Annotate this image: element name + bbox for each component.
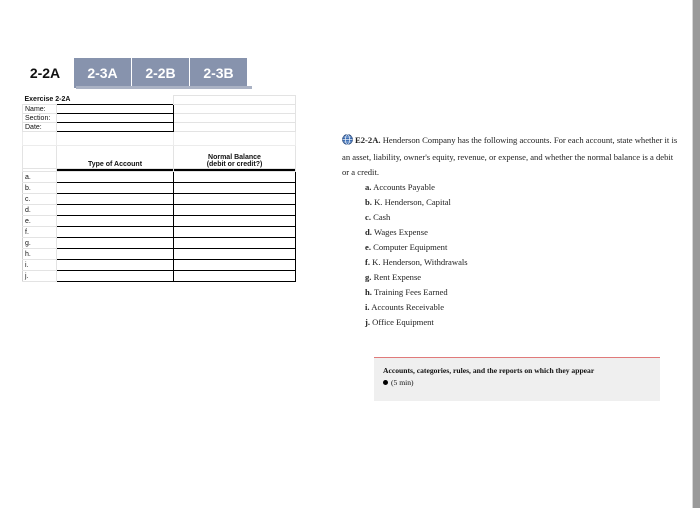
balance-cell[interactable] — [174, 238, 296, 249]
type-cell[interactable] — [57, 194, 174, 205]
exercise-intro — [342, 133, 680, 180]
date-field[interactable] — [57, 123, 174, 132]
balance-cell[interactable] — [174, 260, 296, 271]
balance-cell[interactable] — [174, 205, 296, 216]
balance-cell[interactable] — [174, 249, 296, 260]
row-label: g. — [23, 238, 57, 249]
row-label: i. — [23, 260, 57, 271]
list-item: d. Wages Expense — [365, 227, 428, 237]
name-label: Name: — [23, 105, 57, 114]
row-label: d. — [23, 205, 57, 216]
row-label: b. — [23, 183, 57, 194]
section-label: Section: — [23, 114, 57, 123]
list-item: i. Accounts Receivable — [365, 302, 445, 312]
exercise-text — [342, 133, 680, 330]
exercise-instructions: Henderson Company has the following accounts. For each account, state whether it is an asset, liability, owner's equity, revenue, or expense, and whether the normal balance is a debit or a credit. — [342, 135, 678, 177]
row-label: a. — [23, 172, 57, 183]
list-item: f. K. Henderson, Withdrawals — [365, 257, 468, 267]
type-cell[interactable] — [57, 271, 174, 282]
info-box — [374, 357, 660, 401]
balance-cell[interactable] — [174, 183, 296, 194]
normal-balance-header-line1: Normal Balance — [208, 154, 261, 161]
type-cell[interactable] — [57, 172, 174, 183]
bullet-dot-icon — [383, 380, 388, 385]
list-item: j. Office Equipment — [365, 317, 434, 327]
tab-bar — [16, 58, 248, 88]
row-label: j. — [23, 271, 57, 282]
type-cell[interactable] — [57, 260, 174, 271]
section-field[interactable] — [57, 114, 174, 123]
list-item: c. Cash — [365, 212, 391, 222]
account-list — [342, 180, 680, 330]
list-item: e. Computer Equipment — [365, 242, 448, 252]
type-cell[interactable] — [57, 205, 174, 216]
type-of-account-header: Type of Account — [57, 146, 174, 169]
list-item: a. Accounts Payable — [365, 182, 435, 192]
row-label: h. — [23, 249, 57, 260]
row-label: c. — [23, 194, 57, 205]
tab-2-3a[interactable]: 2-3A — [74, 58, 132, 88]
globe-icon — [342, 134, 353, 150]
tab-2-2b[interactable]: 2-2B — [132, 58, 190, 88]
exercise-code: E2-2A. — [355, 135, 381, 145]
list-item: b. K. Henderson, Capital — [365, 197, 451, 207]
balance-cell[interactable] — [174, 271, 296, 282]
date-label: Date: — [23, 123, 57, 132]
type-cell[interactable] — [57, 249, 174, 260]
balance-cell[interactable] — [174, 216, 296, 227]
type-cell[interactable] — [57, 183, 174, 194]
info-time: (5 min) — [391, 378, 414, 387]
tab-2-3b[interactable]: 2-3B — [190, 58, 248, 88]
scrollbar[interactable] — [693, 0, 700, 508]
tab-2-2a[interactable]: 2-2A — [16, 58, 74, 88]
name-field[interactable] — [57, 105, 174, 114]
normal-balance-header-line2: (debit or credit?) — [206, 161, 263, 168]
balance-cell[interactable] — [174, 227, 296, 238]
normal-balance-header — [174, 146, 296, 169]
type-cell[interactable] — [57, 227, 174, 238]
list-item: h. Training Fees Earned — [365, 287, 448, 297]
balance-cell[interactable] — [174, 194, 296, 205]
balance-cell[interactable] — [174, 172, 296, 183]
type-cell[interactable] — [57, 238, 174, 249]
worksheet — [22, 95, 296, 282]
worksheet-title: Exercise 2-2A — [24, 96, 71, 104]
list-item: g. Rent Expense — [365, 272, 422, 282]
info-title: Accounts, categories, rules, and the reports on which they appear — [383, 366, 595, 375]
worksheet-table — [22, 95, 296, 282]
tab-shadow — [76, 86, 252, 89]
type-cell[interactable] — [57, 216, 174, 227]
row-label: f. — [23, 227, 57, 238]
row-label: e. — [23, 216, 57, 227]
